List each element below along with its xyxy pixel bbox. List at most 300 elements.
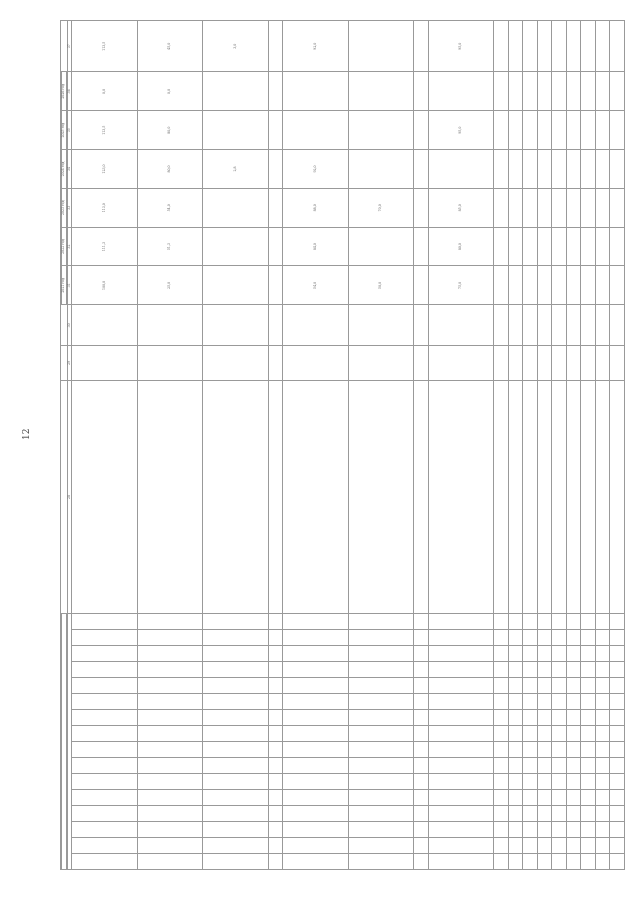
unit-cell xyxy=(137,346,203,380)
col-num: 28 xyxy=(67,380,72,614)
code-cell xyxy=(414,710,429,726)
year-value-cell xyxy=(508,72,523,111)
code-cell xyxy=(268,630,283,646)
code-cell xyxy=(72,678,138,694)
code-cell xyxy=(428,614,494,630)
code-cell xyxy=(595,822,610,838)
code-cell xyxy=(268,710,283,726)
code-cell xyxy=(595,838,610,854)
code-cell xyxy=(537,822,552,838)
code-cell xyxy=(203,822,269,838)
code-cell xyxy=(348,758,414,774)
code-cell xyxy=(595,790,610,806)
indicator-text xyxy=(348,380,414,614)
code-cell xyxy=(72,662,138,678)
table-row xyxy=(428,21,494,870)
year-value-cell xyxy=(428,150,494,189)
code-cell xyxy=(581,694,596,710)
year-value-cell xyxy=(523,188,538,227)
indicator-text xyxy=(428,380,494,614)
base-cell xyxy=(537,305,552,346)
code-cell xyxy=(610,662,625,678)
code-cell xyxy=(283,678,349,694)
year-2026: 2026 год xyxy=(62,72,67,111)
code-cell xyxy=(203,726,269,742)
year-value-cell: 100,0 xyxy=(72,266,138,305)
year-value-cell xyxy=(508,266,523,305)
code-cell xyxy=(137,774,203,790)
unit-cell xyxy=(428,346,494,380)
year-2022: 2022 год xyxy=(62,227,67,266)
code-cell xyxy=(537,694,552,710)
year-value-cell xyxy=(414,188,429,227)
year-value-cell xyxy=(494,188,509,227)
code-cell xyxy=(523,774,538,790)
code-cell xyxy=(508,742,523,758)
code-cell xyxy=(537,646,552,662)
code-cell xyxy=(537,854,552,870)
final-value-cell: 3,0 xyxy=(203,21,269,73)
year-value-cell: 80,0 xyxy=(137,150,203,189)
code-cell xyxy=(552,758,567,774)
final-value-cell: 45,0 xyxy=(137,21,203,73)
code-cell xyxy=(595,614,610,630)
year-2021: 2021 год xyxy=(62,266,67,305)
code-cell xyxy=(566,742,581,758)
code-cell xyxy=(595,630,610,646)
base-cell xyxy=(581,305,596,346)
indicators-table xyxy=(60,20,625,870)
code-cell xyxy=(508,758,523,774)
code-cell xyxy=(494,614,509,630)
code-cell xyxy=(581,662,596,678)
table-row xyxy=(581,21,596,870)
code-cell xyxy=(610,614,625,630)
year-value-cell xyxy=(537,111,552,150)
year-value-cell xyxy=(268,227,283,266)
code-cell xyxy=(595,774,610,790)
final-value-cell: 95,0 xyxy=(428,21,494,73)
code-cell xyxy=(268,774,283,790)
code-cell xyxy=(72,710,138,726)
final-value-cell xyxy=(268,21,283,73)
year-value-cell xyxy=(537,72,552,111)
code-cell xyxy=(72,838,138,854)
code-cell xyxy=(595,806,610,822)
code-cell xyxy=(72,742,138,758)
code-cell xyxy=(428,822,494,838)
unit-cell xyxy=(552,346,567,380)
code-cell xyxy=(428,758,494,774)
year-value-cell xyxy=(595,111,610,150)
code-cell xyxy=(552,774,567,790)
code-cell xyxy=(494,630,509,646)
final-value-cell xyxy=(537,21,552,73)
code-cell xyxy=(348,726,414,742)
table-row xyxy=(508,21,523,870)
table-row xyxy=(610,21,625,870)
code-cell xyxy=(414,726,429,742)
code-cell xyxy=(581,742,596,758)
indicator-text xyxy=(72,380,138,614)
year-value-cell xyxy=(523,111,538,150)
code-cell xyxy=(494,854,509,870)
year-value-cell: 85,0 xyxy=(428,188,494,227)
indicator-text xyxy=(537,380,552,614)
code-cell xyxy=(566,662,581,678)
year-2023: 2023 год xyxy=(62,188,67,227)
code-cell xyxy=(268,726,283,742)
unit-cell xyxy=(566,346,581,380)
code-cell xyxy=(552,838,567,854)
code-cell xyxy=(581,630,596,646)
code-cell xyxy=(494,678,509,694)
code-cell xyxy=(508,614,523,630)
code-cell xyxy=(348,806,414,822)
year-value-cell: 0,0 xyxy=(137,72,203,111)
code-cell xyxy=(610,774,625,790)
code-cell xyxy=(268,694,283,710)
code-cell xyxy=(537,710,552,726)
final-value-cell xyxy=(494,21,509,73)
code-cell xyxy=(268,838,283,854)
code-cell xyxy=(428,806,494,822)
code-cell xyxy=(348,822,414,838)
code-cell xyxy=(581,678,596,694)
col-num: 31 xyxy=(67,266,72,305)
code-cell xyxy=(566,630,581,646)
year-value-cell: 113,0 xyxy=(72,188,138,227)
year-value-cell xyxy=(348,111,414,150)
code-cell xyxy=(414,646,429,662)
code-cell xyxy=(508,838,523,854)
final-value-cell xyxy=(348,21,414,73)
code-cell xyxy=(137,630,203,646)
code-cell xyxy=(610,694,625,710)
code-cell xyxy=(283,774,349,790)
code-cell xyxy=(268,678,283,694)
code-cell xyxy=(283,646,349,662)
code-cell xyxy=(595,646,610,662)
code-cell xyxy=(414,694,429,710)
final-value-cell xyxy=(581,21,596,73)
code-cell xyxy=(428,694,494,710)
code-cell xyxy=(610,630,625,646)
final-value-cell xyxy=(523,21,538,73)
year-value-cell xyxy=(203,266,269,305)
code-cell xyxy=(610,646,625,662)
code-cell xyxy=(610,854,625,870)
year-value-cell xyxy=(610,227,625,266)
code-cell xyxy=(595,678,610,694)
base-cell xyxy=(494,305,509,346)
code-cell xyxy=(72,694,138,710)
year-value-cell xyxy=(537,227,552,266)
year-value-cell xyxy=(566,227,581,266)
code-cell xyxy=(72,806,138,822)
code-cell xyxy=(494,838,509,854)
code-cell xyxy=(268,822,283,838)
table-row xyxy=(537,21,552,870)
code-cell xyxy=(428,742,494,758)
year-value-cell xyxy=(610,72,625,111)
code-cell xyxy=(610,710,625,726)
code-cell xyxy=(595,854,610,870)
code-cell xyxy=(610,806,625,822)
unit-cell xyxy=(523,346,538,380)
code-cell xyxy=(537,678,552,694)
code-cell xyxy=(523,614,538,630)
code-cell xyxy=(203,742,269,758)
code-cell xyxy=(268,646,283,662)
code-cell xyxy=(523,742,538,758)
base-cell xyxy=(348,305,414,346)
year-value-cell xyxy=(494,266,509,305)
code-cell xyxy=(508,790,523,806)
year-value-cell xyxy=(348,227,414,266)
code-cell xyxy=(414,758,429,774)
year-value-cell xyxy=(508,227,523,266)
col-num: 36 xyxy=(67,72,72,111)
code-cell xyxy=(494,662,509,678)
base-cell xyxy=(595,305,610,346)
indicator-text xyxy=(283,380,349,614)
code-cell xyxy=(72,790,138,806)
table-row xyxy=(523,21,538,870)
code-cell xyxy=(203,662,269,678)
code-cell xyxy=(428,710,494,726)
indicator-text xyxy=(552,380,567,614)
table-row xyxy=(203,21,269,870)
year-value-cell: 51,3 xyxy=(137,227,203,266)
code-cell xyxy=(523,758,538,774)
year-value-cell xyxy=(494,150,509,189)
code-cell xyxy=(552,742,567,758)
indicator-text xyxy=(137,380,203,614)
code-cell xyxy=(566,646,581,662)
year-value-cell xyxy=(414,150,429,189)
code-cell xyxy=(137,710,203,726)
year-value-cell xyxy=(595,150,610,189)
year-value-cell xyxy=(268,150,283,189)
code-cell xyxy=(508,662,523,678)
code-cell xyxy=(508,678,523,694)
code-cell xyxy=(414,854,429,870)
indicator-text xyxy=(581,380,596,614)
unit-cell xyxy=(414,346,429,380)
unit-cell xyxy=(348,346,414,380)
code-cell xyxy=(137,758,203,774)
code-cell xyxy=(508,646,523,662)
year-value-cell xyxy=(566,266,581,305)
code-cell xyxy=(414,806,429,822)
code-cell xyxy=(610,678,625,694)
year-2025: 2025 год xyxy=(62,111,67,150)
year-value-cell xyxy=(595,266,610,305)
unit-cell xyxy=(537,346,552,380)
code-cell xyxy=(428,854,494,870)
year-value-cell xyxy=(552,72,567,111)
code-cell xyxy=(566,822,581,838)
table-row xyxy=(283,21,349,870)
year-value-cell xyxy=(203,188,269,227)
code-cell xyxy=(552,630,567,646)
code-cell xyxy=(414,774,429,790)
final-value-cell xyxy=(508,21,523,73)
code-cell xyxy=(137,822,203,838)
year-value-cell xyxy=(581,227,596,266)
col-num: 32 xyxy=(67,227,72,266)
code-cell xyxy=(268,614,283,630)
code-cell xyxy=(348,662,414,678)
year-value-cell: 88,0 xyxy=(283,188,349,227)
year-value-cell: 80,0 xyxy=(428,227,494,266)
code-cell xyxy=(523,822,538,838)
code-cell xyxy=(428,726,494,742)
unit-cell xyxy=(283,346,349,380)
year-value-cell xyxy=(203,227,269,266)
code-cell xyxy=(610,742,625,758)
code-cell xyxy=(348,790,414,806)
code-cell xyxy=(283,806,349,822)
code-cell xyxy=(494,790,509,806)
code-cell xyxy=(552,710,567,726)
code-cell xyxy=(508,806,523,822)
indicator-text xyxy=(566,380,581,614)
code-cell xyxy=(203,694,269,710)
year-value-cell: 25,0 xyxy=(137,266,203,305)
indicator-text xyxy=(523,380,538,614)
final-value-cell xyxy=(414,21,429,73)
code-cell xyxy=(414,614,429,630)
code-cell xyxy=(610,838,625,854)
year-value-cell: 80,0 xyxy=(137,111,203,150)
year-value-cell xyxy=(537,266,552,305)
year-value-cell xyxy=(581,72,596,111)
code-cell xyxy=(203,646,269,662)
code-cell xyxy=(508,822,523,838)
code-cell xyxy=(414,790,429,806)
code-cell xyxy=(537,630,552,646)
code-cell xyxy=(523,630,538,646)
code-cell xyxy=(348,854,414,870)
year-value-cell xyxy=(494,227,509,266)
code-cell xyxy=(137,694,203,710)
code-cell xyxy=(566,774,581,790)
base-cell xyxy=(508,305,523,346)
code-cell xyxy=(203,806,269,822)
code-cell xyxy=(203,774,269,790)
code-cell xyxy=(137,838,203,854)
year-value-cell: 2,8 xyxy=(203,150,269,189)
year-value-cell: 70,0 xyxy=(348,188,414,227)
year-value-cell xyxy=(494,72,509,111)
table-row xyxy=(494,21,509,870)
code-cell xyxy=(348,678,414,694)
code-cell xyxy=(283,838,349,854)
col-num: 35 xyxy=(67,111,72,150)
code-cell xyxy=(428,838,494,854)
code-cell xyxy=(552,790,567,806)
code-cell xyxy=(523,726,538,742)
year-value-cell xyxy=(566,188,581,227)
final-value-cell xyxy=(552,21,567,73)
year-value-cell xyxy=(283,111,349,150)
code-cell xyxy=(348,710,414,726)
year-value-cell xyxy=(552,266,567,305)
code-cell xyxy=(552,678,567,694)
code-cell xyxy=(523,678,538,694)
code-cell xyxy=(494,710,509,726)
code-cell xyxy=(137,806,203,822)
final-value-cell xyxy=(595,21,610,73)
code-cell xyxy=(610,726,625,742)
code-cell xyxy=(581,838,596,854)
code-cell xyxy=(283,710,349,726)
code-cell xyxy=(595,742,610,758)
code-cell xyxy=(581,806,596,822)
code-cell xyxy=(137,646,203,662)
code-cell xyxy=(414,822,429,838)
code-cell xyxy=(566,614,581,630)
code-cell xyxy=(581,710,596,726)
code-cell xyxy=(348,774,414,790)
code-cell xyxy=(494,646,509,662)
code-cell xyxy=(428,774,494,790)
year-value-cell: 92,0 xyxy=(283,150,349,189)
code-cell xyxy=(283,630,349,646)
base-cell xyxy=(552,305,567,346)
code-cell xyxy=(72,646,138,662)
code-cell xyxy=(523,806,538,822)
code-cell xyxy=(523,790,538,806)
rotated-table-wrapper xyxy=(60,20,625,870)
year-value-cell xyxy=(595,72,610,111)
code-cell xyxy=(268,662,283,678)
code-cell xyxy=(552,822,567,838)
code-cell xyxy=(523,662,538,678)
code-cell xyxy=(494,694,509,710)
final-value-cell: 92,0 xyxy=(283,21,349,73)
code-cell xyxy=(348,742,414,758)
code-cell xyxy=(268,806,283,822)
code-cell xyxy=(523,710,538,726)
year-value-cell xyxy=(283,72,349,111)
code-cell xyxy=(595,694,610,710)
code-cell xyxy=(566,838,581,854)
code-cell xyxy=(523,694,538,710)
code-cell xyxy=(566,854,581,870)
year-value-cell xyxy=(523,266,538,305)
table-row xyxy=(552,21,567,870)
code-cell xyxy=(581,774,596,790)
code-cell xyxy=(552,694,567,710)
year-value-cell xyxy=(581,150,596,189)
code-cell xyxy=(348,630,414,646)
code-cell xyxy=(348,614,414,630)
unit-cell xyxy=(203,346,269,380)
code-cell xyxy=(72,614,138,630)
year-value-cell xyxy=(348,150,414,189)
code-cell xyxy=(72,854,138,870)
year-value-cell xyxy=(595,188,610,227)
year-value-cell xyxy=(537,150,552,189)
base-cell xyxy=(610,305,625,346)
year-value-cell xyxy=(203,111,269,150)
year-value-cell xyxy=(203,72,269,111)
final-value-cell xyxy=(566,21,581,73)
base-cell xyxy=(414,305,429,346)
